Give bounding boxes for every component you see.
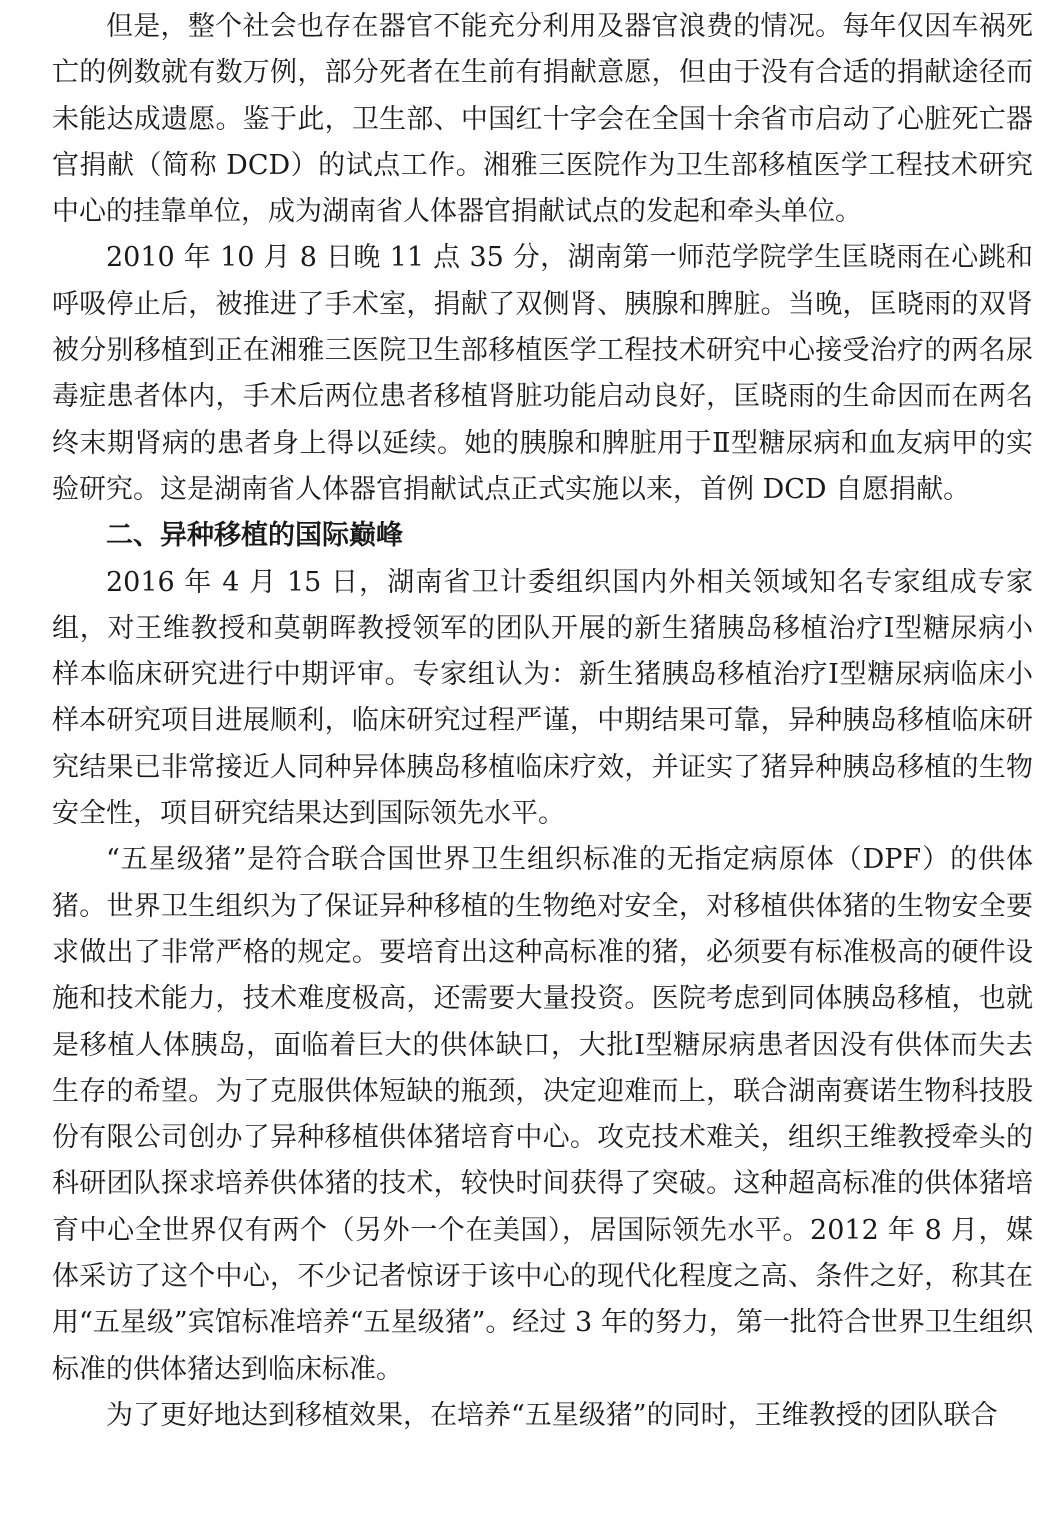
document-page [52,4,1033,1439]
paragraph-first-dcd-donation: 2010 年 10 月 8 日晚 11 点 35 分，湖南第一师范学院学生匡晓雨在心跳和呼吸停止后，被推进了手术室，捐献了双侧肾、胰腺和脾脏。当晚，匡晓雨的双肾被分别移植到正在湘雅三医院卫生部移植医学工程技术研究中心接受治疗的两名尿毒症患者体内，手术后两位患者移植肾脏功能启动良好，匡晓雨的生命因而在两名终末期肾病的患者身上得以延续。她的胰腺和脾脏用于Ⅱ型糖尿病和血友病甲的实验研究。这是湖南省人体器官捐献试点正式实施以来，首例 DCD 自愿捐献。 [52,242,1033,505]
paragraph-mid-term-review: 2016 年 4 月 15 日，湖南省卫计委组织国内外相关领域知名专家组成专家组，对王维教授和莫朝晖教授领军的团队开展的新生猪胰岛移植治疗Ⅰ型糖尿病小样本临床研究进行中期评审。专家组认为：新生猪胰岛移植治疗Ⅰ型糖尿病临床小样本研究项目进展顺利，临床研究过程严谨，中期结果可靠，异种胰岛移植临床研究结果已非常接近人同种异体胰岛移植临床疗效，并证实了猪异种胰岛移植的生物安全性，项目研究结果达到国际领先水平。 [52,566,1033,830]
paragraph-organ-waste: 但是，整个社会也存在器官不能充分利用及器官浪费的情况。每年仅因车祸死亡的例数就有数万例，部分死者在生前有捐献意愿，但由于没有合适的捐献途径而未能达成遗愿。鉴于此，卫生部、中国红十字会在全国十余省市启动了心脏死亡器官捐献（简称 DCD）的试点工作。湘雅三医院作为卫生部移植医学工程技术研究中心的挂靠单位，成为湖南省人体器官捐献试点的发起和牵头单位。 [52,11,1033,228]
paragraph-five-star-pigs: “五星级猪”是符合联合国世界卫生组织标准的无指定病原体（DPF）的供体猪。世界卫生组织为了保证异种移植的生物绝对安全，对移植供体猪的生物安全要求做出了非常严格的规定。要培育出这种高标准的猪，必须要有标准极高的硬件设施和技术能力，技术难度极高，还需要大量投资。医院考虑到同体胰岛移植，也就是移植人体胰岛，面临着巨大的供体缺口，大批Ⅰ型糖尿病患者因没有供体而失去生存的希望。为了克服供体短缺的瓶颈，决定迎难而上，联合湖南赛诺生物科技股份有限公司创办了异种移植供体猪培育中心。攻克技术难关，组织王维教授牵头的科研团队探求培养供体猪的技术，较快时间获得了突破。这种超高标准的供体猪培育中心全世界仅有两个（另外一个在美国），居国际领先水平。2012 年 8 月，媒体采访了这个中心，不少记者惊讶于该中心的现代化程度之高、条件之好，称其在用“五星级”宾馆标准培养“五星级猪”。经过 3 年的努力，第一批符合世界卫生组织标准的供体猪达到临床标准。 [52,844,1033,1385]
section-heading: 二、异种移植的国际巅峰 [106,520,403,552]
paragraph-transplant-effect: 为了更好地达到移植效果，在培养“五星级猪”的同时，王维教授的团队联合 [106,1399,998,1431]
